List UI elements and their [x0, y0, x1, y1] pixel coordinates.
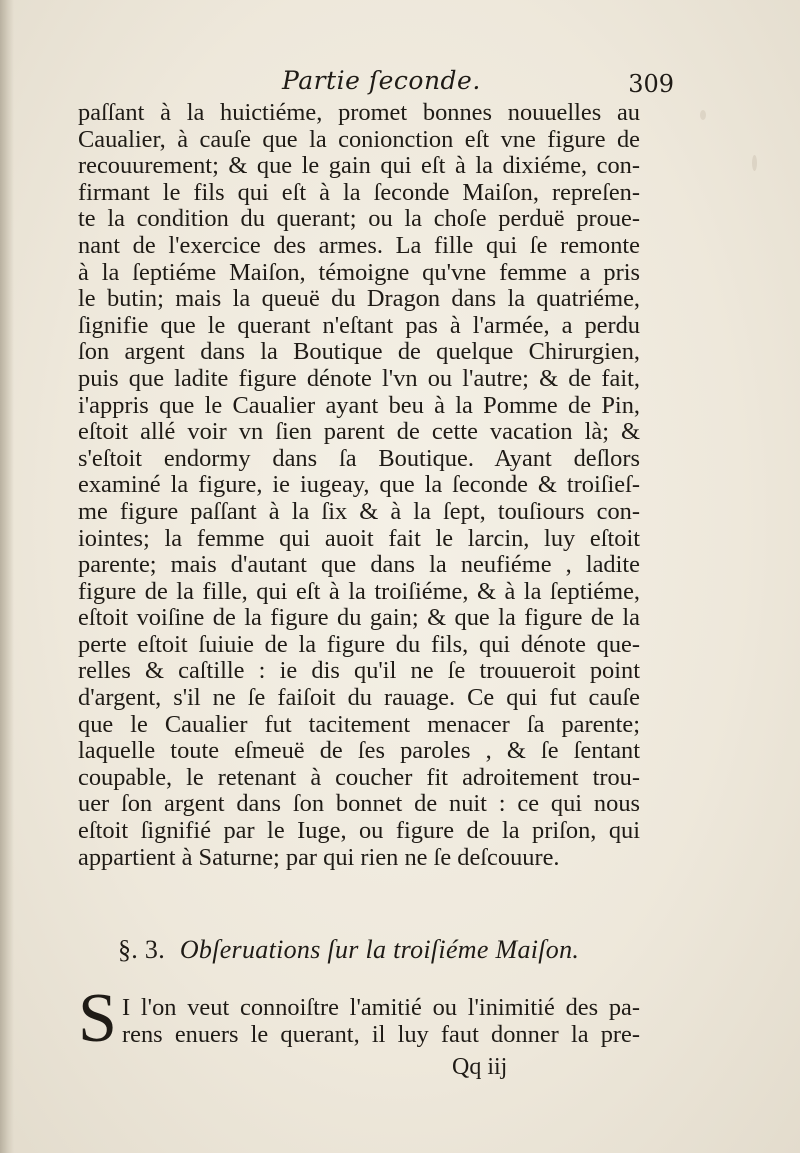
- text-line: ſignifie que le querant n'eſtant pas à l'armée, a perdu: [78, 311, 640, 339]
- text-line: relles & caſtille : ie dis qu'il ne ſe trouueroit point: [78, 657, 640, 685]
- text-line: ſon argent dans la Boutique de quelque Chirurgien,: [78, 338, 640, 366]
- running-head: Partie ſeconde.: [282, 66, 481, 95]
- text-line: eſtoit ſignifié par le Iuge, ou figure de la priſon, qui: [78, 817, 640, 845]
- text-line: appartient à Saturne; par qui rien ne ſe deſcouure.: [78, 843, 560, 871]
- text-line: le butin; mais la queuë du Dragon dans la quatriéme,: [78, 285, 640, 313]
- paper-stain: [752, 155, 757, 171]
- text-line: parente; mais d'autant que dans la neufiéme , ladite: [78, 551, 640, 579]
- page-header: [282, 66, 674, 100]
- text-line: recouurement; & que le gain qui eſt à la dixiéme, con-: [78, 152, 640, 180]
- text-line: à la ſeptiéme Maiſon, témoigne qu'vne femme a pris: [78, 258, 640, 286]
- text-line: iointes; la femme qui auoit fait le larcin, luy eſtoit: [78, 524, 640, 552]
- page-gutter-shadow: [0, 0, 14, 1153]
- second-paragraph: [78, 980, 640, 1057]
- text-line: uer ſon argent dans ſon bonnet de nuit : ce qui nous: [78, 790, 640, 818]
- text-line: rens enuers le querant, il luy faut donner la pre-: [122, 1020, 640, 1048]
- page-number: 309: [628, 70, 674, 98]
- text-line: laquelle toute eſmeuë de ſes paroles , & ſe ſentant: [78, 737, 640, 765]
- text-line: examiné la figure, ie iugeay, que la ſeconde & troiſieſ-: [78, 471, 640, 499]
- text-line: coupable, le retenant à coucher fit adroitement trou-: [78, 763, 640, 791]
- section-heading: [118, 935, 579, 965]
- text-line: I l'on veut connoiſtre l'amitié ou l'inimitié des pa-: [122, 994, 640, 1021]
- text-line: s'eſtoit endormy dans ſa Boutique. Ayant deſlors: [78, 444, 640, 472]
- text-line: nant de l'exercice des armes. La fille qui ſe remonte: [78, 231, 640, 259]
- drop-cap: S: [78, 980, 117, 1057]
- text-line: d'argent, s'il ne ſe faiſoit du rauage. Ce qui fut cauſe: [78, 684, 640, 712]
- text-line: que le Caualier fut tacitement menacer ſa parente;: [78, 710, 640, 738]
- text-line: Caualier, à cauſe que la conionction eſt vne figure de: [78, 125, 640, 153]
- section-title: Obſeruations ſur la troiſiéme Maiſon.: [179, 935, 580, 964]
- text-line: te la condition du querant; ou la choſe perduë proue-: [78, 205, 640, 233]
- text-line: puis que ladite figure dénote l'vn ou l'autre; & de fait,: [78, 364, 640, 392]
- text-line: perte eſtoit ſuiuie de la figure du fils, qui dénote que-: [78, 630, 640, 658]
- text-line: paſſant à la huictiéme, promet bonnes nouuelles au: [78, 99, 640, 126]
- text-line: eſtoit allé voir vn ſien parent de cette vacation là; &: [78, 418, 640, 446]
- text-line: eſtoit voiſine de la figure du gain; & que la figure de la: [78, 604, 640, 632]
- signature-mark: Qq iij: [452, 1054, 508, 1080]
- section-number: §. 3.: [118, 935, 165, 964]
- text-line: firmant le fils qui eſt à la ſeconde Maiſon, repreſen-: [78, 178, 640, 206]
- main-text-block: [78, 100, 640, 871]
- paper-stain: [700, 110, 706, 120]
- text-line: i'appris que le Caualier ayant beu à la Pomme de Pin,: [78, 391, 640, 419]
- text-line: figure de la fille, qui eſt à la troiſiéme, & à la ſeptiéme,: [78, 577, 640, 605]
- text-line: me figure paſſant à la ſix & à la ſept, touſiours con-: [78, 497, 640, 525]
